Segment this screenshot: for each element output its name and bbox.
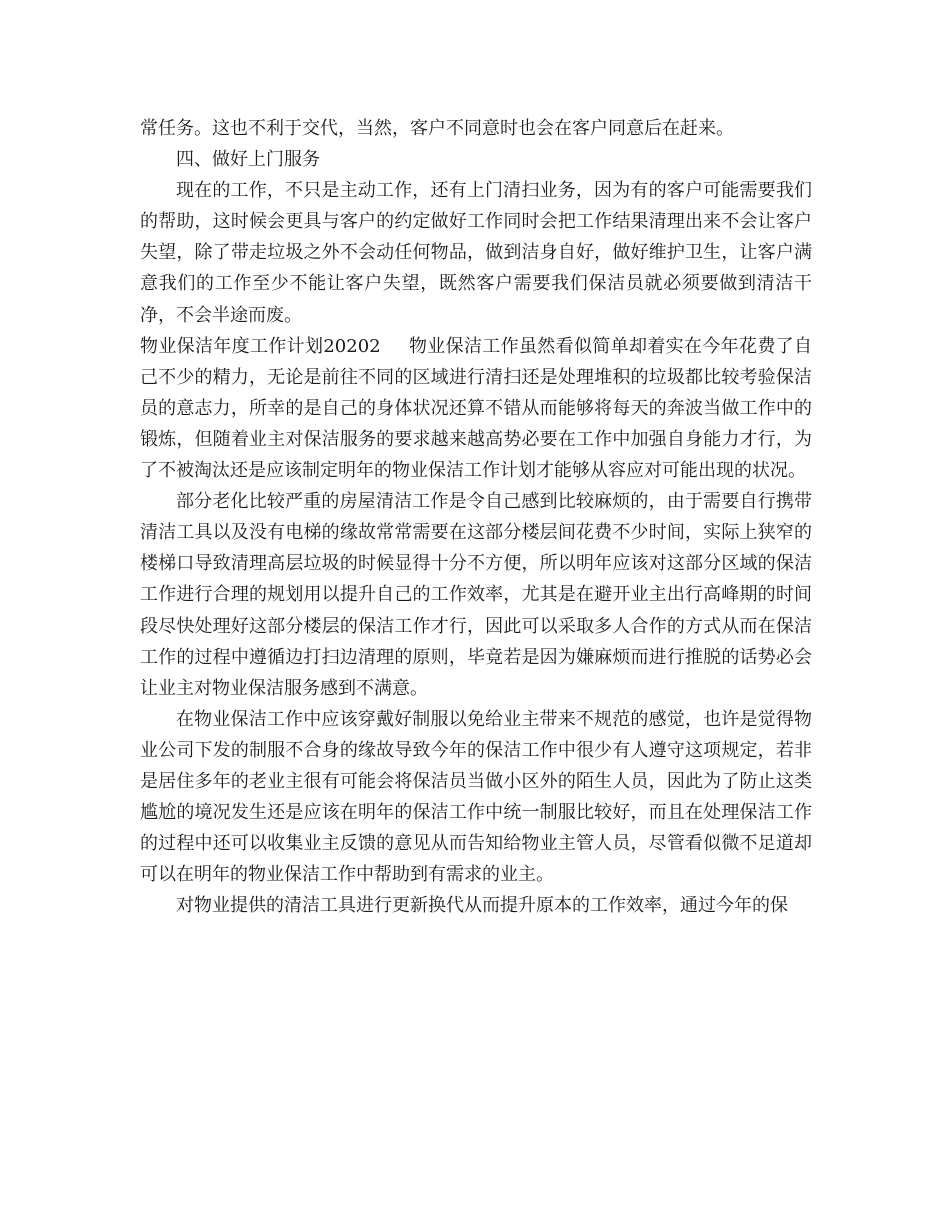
paragraph-plan-intro-text: 物业保洁工作虽然看似简单却着实在今年花费了自己不少的精力，无论是前往不同的区域进行清扫还是处理堆积的垃圾都比较考验保洁员的意志力，所幸的是自己的身体状况还算不错从而能够将每天的奔波当做工作中的锻炼，但随着业主对保洁服务的要求越来越高势必要在工作中加强自身能力才行，为了不被淘汰还是应该制定明年的物业保洁工作计划才能够从容应对可能出现的状况。 — [140, 335, 813, 482]
paragraph-tools: 对物业提供的清洁工具进行更新换代从而提升原本的工作效率，通过今年的保 — [176, 895, 788, 917]
paragraph-continuation: 常任务。这也不利于交代，当然，客户不同意时也会在客户同意后在赶来。 — [140, 118, 734, 139]
paragraph-uniforms: 在物业保洁工作中应该穿戴好制服以免给业主带来不规范的感觉，也许是觉得物业公司下发的制服不合身的缘故导致今年的保洁工作中很少有人遵守这项规定，若非是居住多年的老业主很有可能会将保洁员当做小区外的陌生人员，因此为了防止这类尴尬的境况发生还是应该在明年的保洁工作中统一制服比较好，而且在处理保洁工作的过程中还可以收集业主反馈的意见从而告知给物业主管人员，尽管看似微不足道却可以在明年的物业保洁工作中帮助到有需求的业主。 — [140, 708, 812, 886]
paragraph-old-buildings: 部分老化比较严重的房屋清洁工作是令自己感到比较麻烦的，由于需要自行携带清洁工具以及没有电梯的缘故常常需要在这部分楼层间花费不少时间，实际上狭窄的楼梯口导致清理高层垃圾的时候显得十分不方便，所以明年应该对这部分区域的保洁工作进行合理的规划用以提升自己的工作效率，尤其是在避开业主出行高峰期的时间段尽快处理好这部分楼层的保洁工作才行，因此可以采取多人合作的方式从而在保洁工作的过程中遵循边打扫边清理的原则，毕竟若是因为嫌麻烦而进行推脱的话势必会让业主对物业保洁服务感到不满意。 — [140, 491, 812, 699]
paragraph-plan-intro — [140, 331, 812, 486]
document-title: 物业保洁年度工作计划20202 — [140, 335, 381, 357]
section-heading: 四、做好上门服务 — [176, 149, 320, 171]
paragraph-home-service: 现在的工作，不只是主动工作，还有上门清扫业务，因为有的客户可能需要我们的帮助，这时候会更具与客户的约定做好工作同时会把工作结果清理出来不会让客户失望，除了带走垃圾之外不会动任何物品，做到洁身自好，做好维护卫生，让客户满意我们的工作至少不能让客户失望，既然客户需要我们保洁员就必须要做到清洁干净，不会半途而废。 — [140, 180, 812, 326]
document-body — [140, 113, 812, 921]
